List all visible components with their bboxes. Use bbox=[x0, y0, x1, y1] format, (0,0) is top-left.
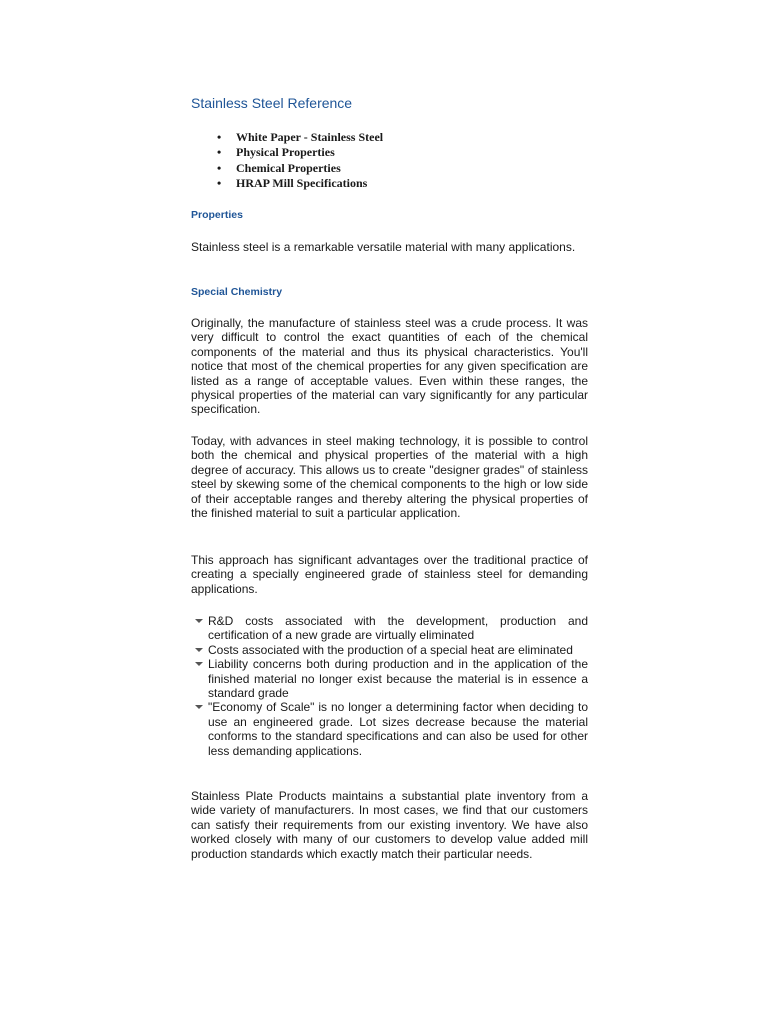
heading-properties: Properties bbox=[191, 209, 243, 221]
paragraph-approach: This approach has significant advantages over the traditional practice of creating a specially engineered grade of stainless steel for demanding applications. bbox=[191, 553, 588, 596]
list-item-text: R&D costs associated with the development, production and certification of a new grade are virtually eliminated bbox=[208, 614, 588, 643]
paragraph-manufacture: Originally, the manufacture of stainless steel was a crude process. It was very difficult to control the exact quantities of each of the chemical components of the material and thus its physical characteristics. You'll notice that most of the chemical properties for any given specification are listed as a range of acceptable values. Even within these ranges, the physical properties of the material can vary significantly for any particular specification. bbox=[191, 316, 588, 417]
list-item-text: Costs associated with the production of a special heat are eliminated bbox=[208, 642, 573, 657]
triangle-down-icon bbox=[195, 648, 203, 652]
link-white-paper[interactable] bbox=[217, 130, 383, 145]
benefits-list bbox=[191, 614, 588, 758]
list-item bbox=[191, 643, 588, 657]
link-label: White Paper - Stainless Steel bbox=[236, 130, 384, 144]
list-item bbox=[191, 700, 588, 758]
paragraph-technology: Today, with advances in steel making technology, it is possible to control both the chemical and physical properties of the material with a high degree of accuracy. This allows us to create "designer grades" of stainless steel by skewing some of the chemical components to the high or low side of their acceptable ranges and thereby altering the physical properties of the finished material to suit a particular application. bbox=[191, 434, 588, 521]
triangle-down-icon bbox=[195, 662, 203, 666]
heading-special-chemistry: Special Chemistry bbox=[191, 286, 283, 298]
link-chemical-properties[interactable] bbox=[217, 161, 383, 176]
list-item bbox=[191, 657, 588, 700]
link-hrap-mill-specifications[interactable] bbox=[217, 176, 383, 191]
reference-links bbox=[217, 130, 383, 191]
page-title: Stainless Steel Reference bbox=[191, 95, 353, 111]
bullet-icon: • bbox=[217, 130, 222, 144]
bullet-icon: • bbox=[217, 160, 222, 175]
link-physical-properties[interactable] bbox=[217, 145, 383, 160]
bullet-icon: • bbox=[217, 145, 222, 160]
list-item-text: "Economy of Scale" is no longer a determining factor when deciding to use an engineered grade. Lot sizes decrease because the material conforms to the standard specifications and can also be used for other less demanding applications. bbox=[208, 700, 588, 758]
list-item bbox=[191, 614, 588, 643]
link-label: Chemical Properties bbox=[236, 160, 341, 175]
properties-intro: Stainless steel is a remarkable versatile material with many applications. bbox=[191, 240, 576, 254]
list-item-text: Liability concerns both during production and in the application of the finished material no longer exist because the material is in essence a standard grade bbox=[208, 657, 588, 701]
link-label: HRAP Mill Specifications bbox=[236, 175, 368, 190]
triangle-down-icon bbox=[195, 705, 203, 709]
paragraph-inventory: Stainless Plate Products maintains a substantial plate inventory from a wide variety of manufacturers. In most cases, we find that our customers can satisfy their requirements from our existing inventory. We have also worked closely with many of our customers to develop value added mill production standards which exactly match their particular needs. bbox=[191, 789, 588, 861]
bullet-icon: • bbox=[217, 175, 222, 190]
triangle-down-icon bbox=[195, 619, 203, 623]
link-label: Physical Properties bbox=[236, 145, 335, 160]
